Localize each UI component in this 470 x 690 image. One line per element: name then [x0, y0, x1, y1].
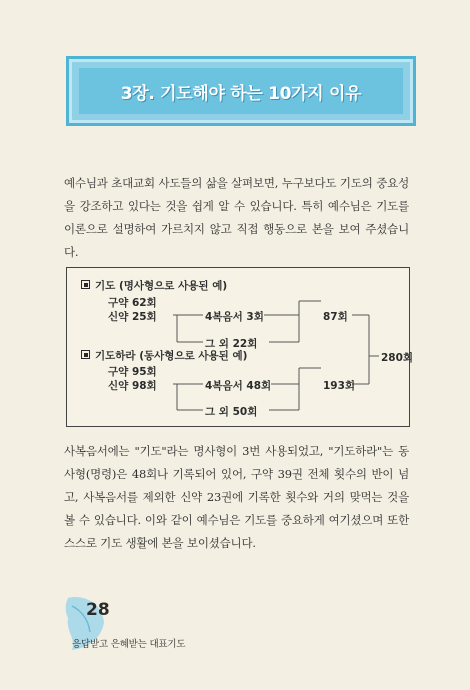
noun-others-count: 그 외 22회 — [205, 338, 258, 350]
intro-paragraph: 예수님과 초대교회 사도들의 삶을 살펴보면, 누구보다도 기도의 중요성을 강조하고 있다는 것을 쉽게 알 수 있습니다. 특히 예수님은 기도를 이론으로 설명하여 가르치지 않고 직접 행동으로 본을 보여 주셨습니다. — [64, 175, 409, 259]
noun-nt-count: 신약 25회 — [108, 311, 157, 323]
chapter-banner-inner — [79, 68, 403, 114]
square-bullet-icon — [81, 280, 90, 289]
square-bullet-icon — [81, 350, 90, 359]
noun-ot-count: 구약 62회 — [108, 297, 157, 309]
verb-gospels-count: 4복음서 48회 — [205, 380, 272, 392]
grand-total: 280회 — [381, 352, 414, 364]
verb-total: 193회 — [323, 380, 356, 392]
noun-gospels-count: 4복음서 3회 — [205, 311, 264, 323]
chapter-title: 3장. 기도해야 하는 10가지 이유 — [120, 83, 362, 104]
noun-heading — [81, 278, 227, 293]
verb-heading-text: 기도하라 (동사형으로 사용된 예) — [95, 350, 248, 362]
page-number: 28 — [86, 600, 110, 620]
verb-nt-count: 신약 98회 — [108, 380, 157, 392]
verb-ot-count: 구약 95회 — [108, 366, 157, 378]
verb-others-count: 그 외 50회 — [205, 406, 258, 418]
book-title: 응답받고 은혜받는 대표기도 — [72, 639, 186, 650]
prayer-count-diagram — [66, 267, 414, 427]
noun-heading-text: 기도 (명사형으로 사용된 예) — [95, 280, 228, 292]
chapter-banner — [66, 56, 416, 126]
body-paragraph: 사복음서에는 "기도"라는 명사형이 3번 사용되었고, "기도하라"는 동사형(명령)은 48회나 기록되어 있어, 구약 39권 전체 횟수의 반이 넘고, 사복음서를 제외한 신약 23권에 기록한 횟수와 거의 맞먹는 것을 볼 수 있습니다. 이와 같이 예수님은 기도를 중요하게 여기셨으며 또한 스스로 기도 생활에 본을 보이셨습니다. — [64, 443, 409, 550]
verb-heading — [81, 348, 247, 363]
noun-total: 87회 — [323, 311, 348, 323]
